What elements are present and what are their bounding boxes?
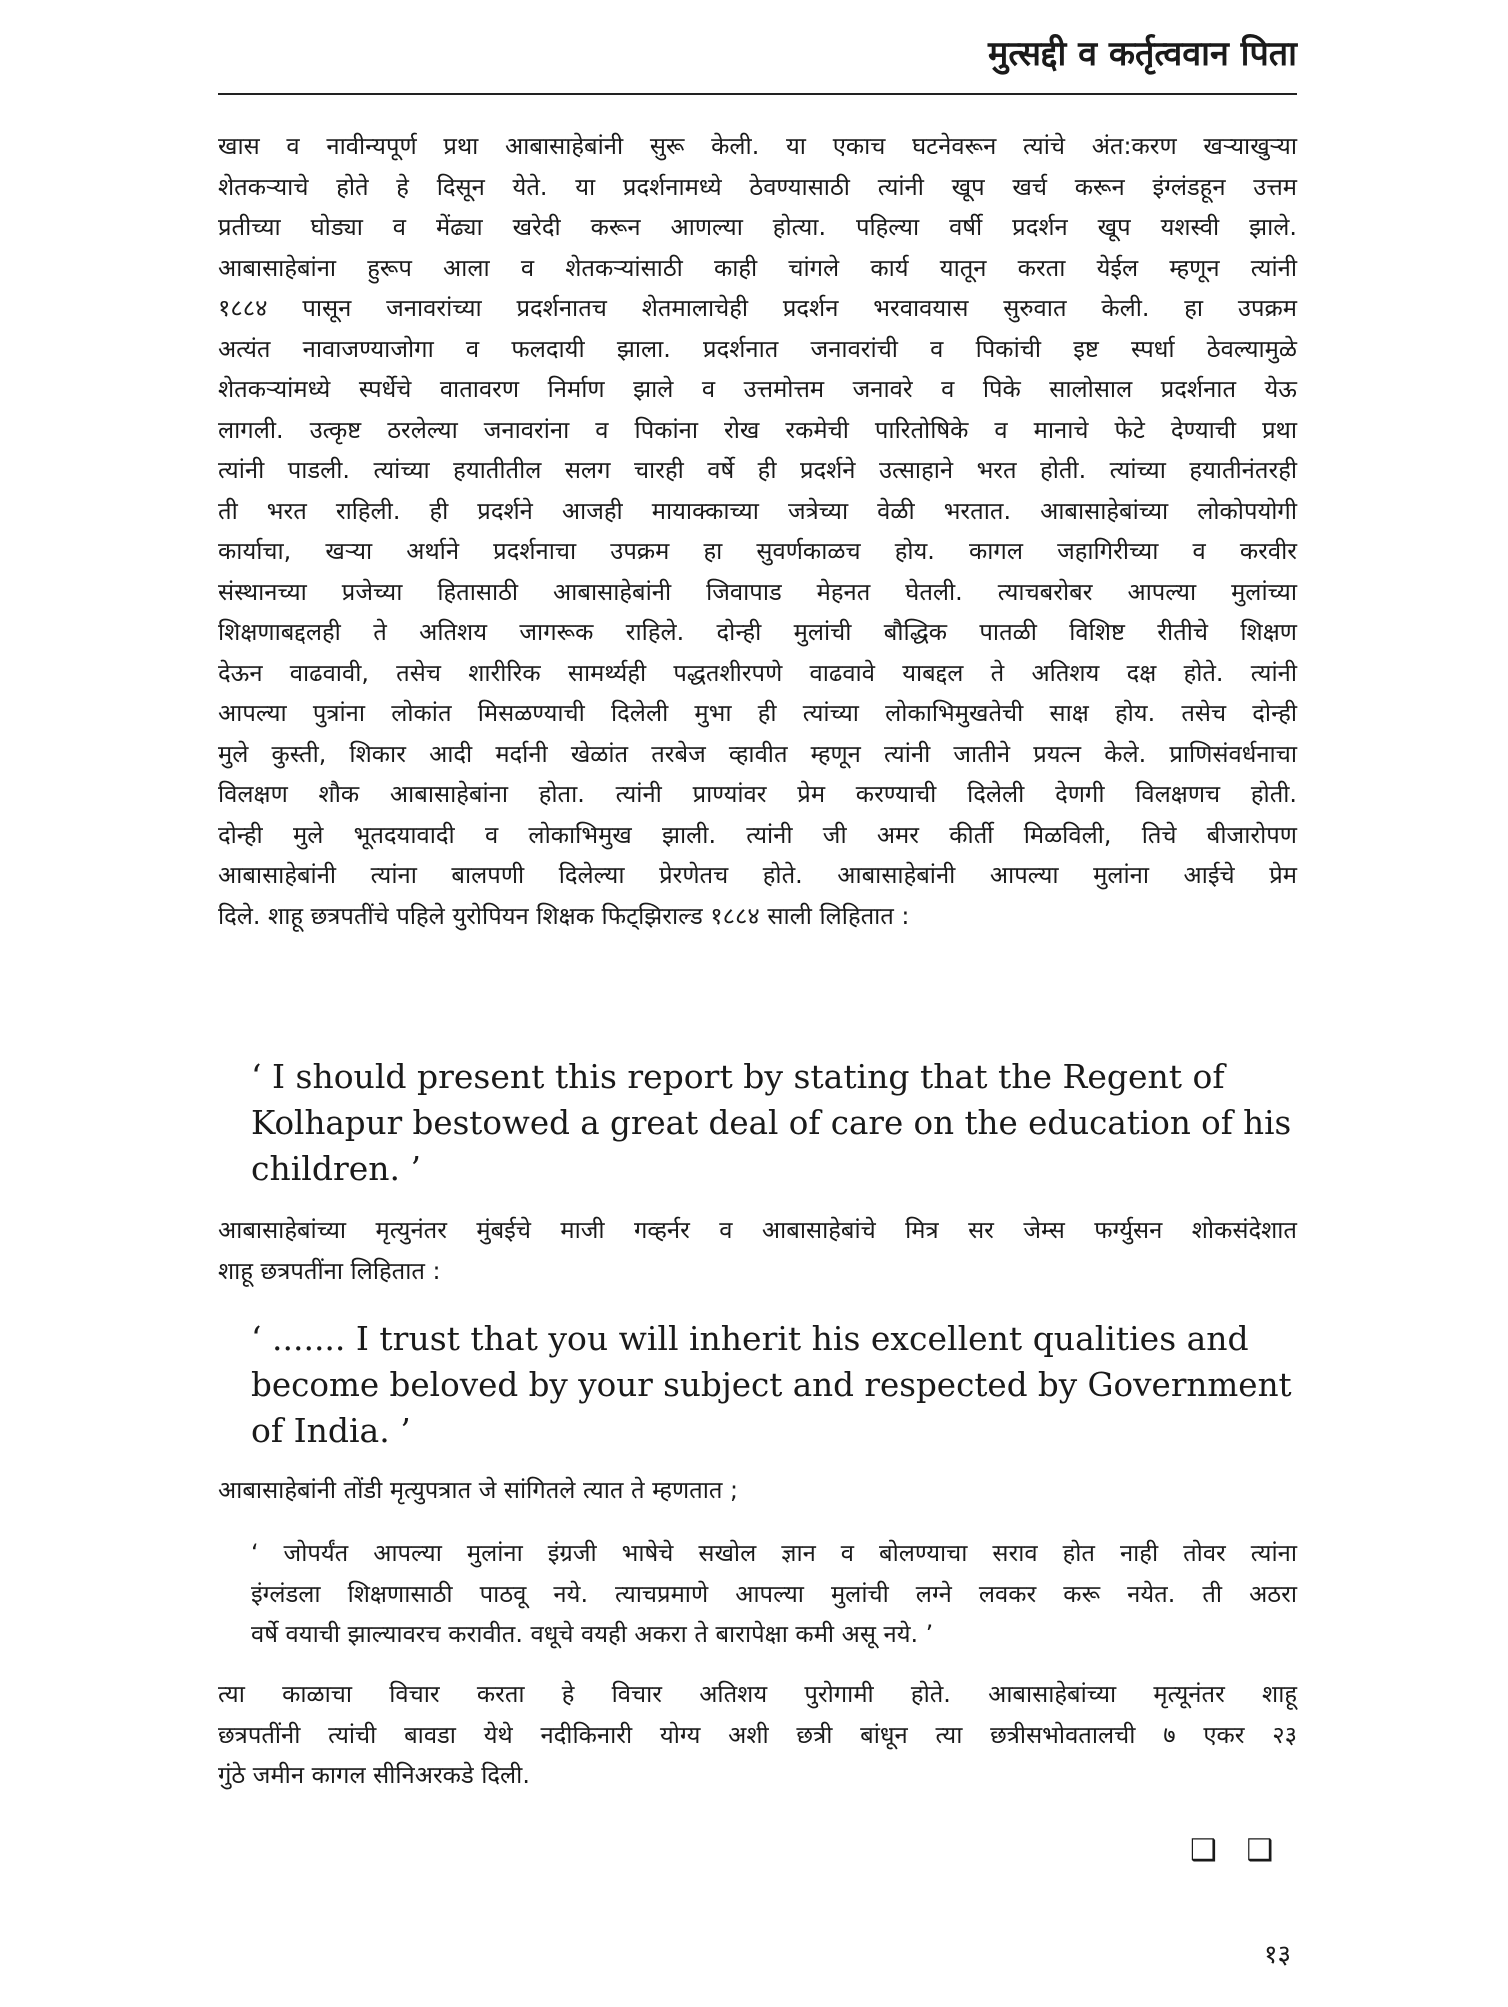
text-line: शाहू छत्रपतींना लिहितात : [218, 1256, 441, 1285]
text-line: ती भरत राहिली. ही प्रदर्शने आजही मायाक्काच्या जत्रेच्या वेळी भरतात. आबासाहेबांच्या लोकोपयोगी [218, 496, 1297, 525]
quote-line: of India. ’ [251, 1411, 411, 1450]
text-line: त्या काळाचा विचार करता हे विचार अतिशय पुरोगामी होते. आबासाहेबांच्या मृत्यूनंतर शाहू [218, 1680, 1297, 1708]
paragraph-1 [218, 126, 1297, 936]
text-line: खास व नावीन्यपूर्ण प्रथा आबासाहेबांनी सुरू केली. या एकाच घटनेवरून त्यांचे अंत:करण खऱ्याखुऱ्या [218, 132, 1297, 160]
paragraph-3 [218, 1470, 1297, 1511]
quote-line: become beloved by your subject and respected by Government [251, 1366, 1292, 1404]
text-line: मुले कुस्ती, शिकार आदी मर्दानी खेळांत तरबेज व्हावीत म्हणून त्यांनी जातीने प्रयत्न केले. प्राणिसंवर्धनाचा [218, 739, 1297, 768]
quote-line: वर्षे वयाची झाल्यावरच करावीत. वधूचे वयही अकरा ते बारापेक्षा कमी असू नये. ’ [251, 1620, 934, 1648]
text-line: आबासाहेबांनी त्यांना बालपणी दिलेल्या प्रेरणेतच होते. आबासाहेबांनी आपल्या मुलांना आईचे प्रेम [218, 861, 1297, 889]
section-end-mark: ❑ ❑ [1190, 1833, 1284, 1868]
quote-line: ‘ I should present this report by stating that the Regent of [251, 1057, 1225, 1096]
text-line: अत्यंत नावाजण्याजोगा व फलदायी झाला. प्रदर्शनात जनावरांची व पिकांची इष्ट स्पर्धा ठेवल्यामुळे [218, 334, 1297, 363]
quote-line: इंग्लंडला शिक्षणासाठी पाठवू नये. त्याचप्रमाणे आपल्या मुलांची लग्ने लवकर करू नयेत. ती अठरा [251, 1579, 1297, 1608]
paragraph-2 [218, 1210, 1297, 1291]
text-line: छत्रपतींनी त्यांची बावडा येथे नदीकिनारी योग्य अशी छत्री बांधून त्या छत्रीसभोवतालची ७ एकर २३ [218, 1720, 1297, 1749]
marathi-quote-will [251, 1533, 1297, 1655]
page-number: १३ [1263, 1940, 1291, 1970]
text-line: देऊन वाढवावी, तसेच शारीरिक सामर्थ्यही पद्धतशीरपणे वाढवावे याबद्दल ते अतिशय दक्ष होते. त्यांनी [218, 658, 1297, 687]
text-line: आपल्या पुत्रांना लोकांत मिसळण्याची दिलेली मुभा ही त्यांच्या लोकाभिमुखतेची साक्ष होय. तसेच दोन्ही [218, 699, 1297, 727]
quote-line: ‘ ....... I trust that you will inherit his excellent qualities and [251, 1319, 1249, 1358]
text-line: कार्याचा, खऱ्या अर्थाने प्रदर्शनाचा उपक्रम हा सुवर्णकाळच होय. कागल जहागिरीच्या व करवीर [218, 537, 1297, 565]
text-line: त्यांनी पाडली. त्यांच्या हयातीतील सलग चारही वर्षे ही प्रदर्शने उत्साहाने भरत होती. त्यांच्या हयातीनंतरही [218, 456, 1297, 484]
text-line: गुंठे जमीन कागल सीनिअरकडे दिली. [218, 1761, 530, 1789]
paragraph-4 [218, 1674, 1297, 1796]
text-line: आबासाहेबांच्या मृत्युनंतर मुंबईचे माजी गव्हर्नर व आबासाहेबांचे मित्र सर जेम्स फर्ग्युसन शोकसंदेशात [218, 1216, 1297, 1244]
text-line: शेतकऱ्याचे होते हे दिसून येते. या प्रदर्शनामध्ये ठेवण्यासाठी त्यांनी खूप खर्च करून इंग्लंडहून उत्तम [218, 172, 1297, 201]
text-line: शिक्षणाबद्दलही ते अतिशय जागरूक राहिले. दोन्ही मुलांची बौद्धिक पातळी विशिष्ट रीतीचे शिक्षण [218, 618, 1297, 646]
text-line: आबासाहेबांनी तोंडी मृत्युपत्रात जे सांगितले त्यात ते म्हणतात ; [218, 1476, 739, 1504]
quote-line: ‘ जोपर्यंत आपल्या मुलांना इंग्रजी भाषेचे सखोल ज्ञान व बोलण्याचा सराव होत नाही तोवर त्यांना [251, 1539, 1297, 1567]
running-header-title: मुत्सद्दी व कर्तृत्ववान पिता [987, 34, 1297, 74]
english-quote-fitzgerald [251, 1054, 1297, 1192]
text-line: शेतकऱ्यांमध्ये स्पर्धेचे वातावरण निर्माण झाले व उत्तमोत्तम जनावरे व पिके सालोसाल प्रदर्शनात येऊ [218, 375, 1297, 403]
text-line: दिले. शाहू छत्रपतींचे पहिले युरोपियन शिक्षक फिट्झिराल्ड १८८४ साली लिहितात : [218, 901, 910, 930]
text-line: लागली. उत्कृष्ट ठरलेल्या जनावरांना व पिकांना रोख रकमेची पारितोषिके व मानाचे फेटे देण्याची प्रथा [218, 415, 1297, 444]
quote-line: children. ’ [251, 1149, 421, 1188]
quote-line: Kolhapur bestowed a great deal of care on the education of his [251, 1104, 1292, 1142]
header-rule [218, 93, 1297, 95]
text-line: दोन्ही मुले भूतदयावादी व लोकाभिमुख झाली. त्यांनी जी अमर कीर्ती मिळविली, तिचे बीजारोपण [218, 820, 1297, 849]
text-line: विलक्षण शौक आबासाहेबांना होता. त्यांनी प्राण्यांवर प्रेम करण्याची दिलेली देणगी विलक्षणच होती. [218, 780, 1297, 808]
english-quote-fergusson [251, 1316, 1297, 1454]
text-line: संस्थानच्या प्रजेच्या हितासाठी आबासाहेबांनी जिवापाड मेहनत घेतली. त्याचबरोबर आपल्या मुलांच्या [218, 577, 1297, 606]
text-line: १८८४ पासून जनावरांच्या प्रदर्शनातच शेतमालाचेही प्रदर्शन भरवावयास सुरुवात केली. हा उपक्रम [218, 294, 1297, 322]
text-line: आबासाहेबांना हुरूप आला व शेतकऱ्यांसाठी काही चांगले कार्य यातून करता येईल म्हणून त्यांनी [218, 253, 1297, 282]
text-line: प्रतीच्या घोड्या व मेंढ्या खरेदी करून आणल्या होत्या. पहिल्या वर्षी प्रदर्शन खूप यशस्वी झाले. [218, 213, 1297, 241]
